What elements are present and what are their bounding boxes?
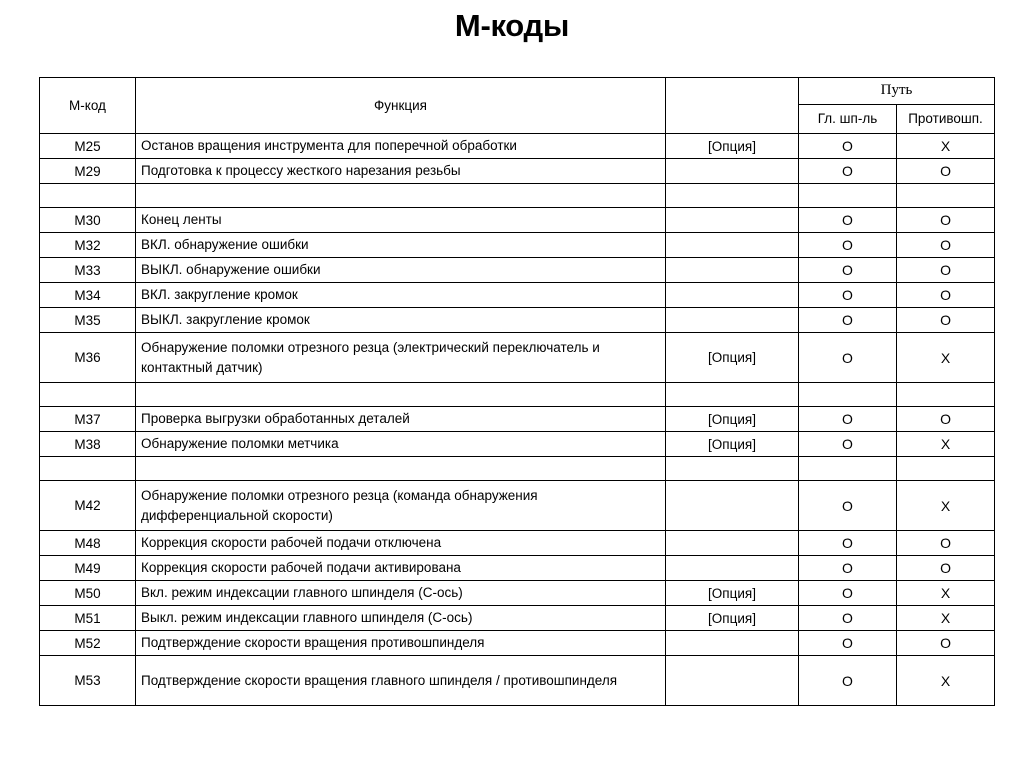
cell-main-spindle: O bbox=[799, 581, 897, 606]
cell-function: Обнаружение поломки отрезного резца (команда обнаружения дифференциальной скорости) bbox=[136, 481, 666, 531]
cell-sub-spindle: O bbox=[897, 308, 995, 333]
table-row bbox=[40, 233, 995, 258]
cell-function: Проверка выгрузки обработанных деталей bbox=[136, 407, 666, 432]
cell-main-spindle: O bbox=[799, 432, 897, 457]
cell-function: Обнаружение поломки отрезного резца (электрический переключатель и контактный датчик) bbox=[136, 333, 666, 383]
cell-sub-spindle: O bbox=[897, 208, 995, 233]
cell-mcode: M33 bbox=[40, 258, 136, 283]
cell-function: ВЫКЛ. закругление кромок bbox=[136, 308, 666, 333]
cell-function: Обнаружение поломки метчика bbox=[136, 432, 666, 457]
cell-function: Вкл. режим индексации главного шпинделя (C-ось) bbox=[136, 581, 666, 606]
cell-main-spindle: O bbox=[799, 606, 897, 631]
table-row bbox=[40, 208, 995, 233]
cell-main-spindle: O bbox=[799, 481, 897, 531]
column-header-path-group: Путь bbox=[799, 78, 995, 105]
cell-sub-spindle: X bbox=[897, 656, 995, 706]
cell-mcode: M36 bbox=[40, 333, 136, 383]
table-row bbox=[40, 134, 995, 159]
cell-function bbox=[136, 457, 666, 481]
cell-mcode: M35 bbox=[40, 308, 136, 333]
cell-main-spindle: O bbox=[799, 233, 897, 258]
cell-main-spindle bbox=[799, 383, 897, 407]
cell-mcode: M48 bbox=[40, 531, 136, 556]
cell-option bbox=[666, 481, 799, 531]
cell-main-spindle bbox=[799, 184, 897, 208]
table-row bbox=[40, 481, 995, 531]
cell-mcode bbox=[40, 457, 136, 481]
cell-mcode: M49 bbox=[40, 556, 136, 581]
table-row bbox=[40, 407, 995, 432]
column-header-main-spindle: Гл. шп-ль bbox=[799, 104, 897, 133]
mcode-table bbox=[39, 77, 995, 706]
cell-main-spindle: O bbox=[799, 556, 897, 581]
table-row bbox=[40, 581, 995, 606]
cell-sub-spindle: O bbox=[897, 556, 995, 581]
cell-option: [Опция] bbox=[666, 407, 799, 432]
cell-option bbox=[666, 556, 799, 581]
cell-option bbox=[666, 233, 799, 258]
table-row bbox=[40, 531, 995, 556]
cell-sub-spindle: O bbox=[897, 258, 995, 283]
cell-option bbox=[666, 159, 799, 184]
cell-sub-spindle: O bbox=[897, 233, 995, 258]
cell-option bbox=[666, 383, 799, 407]
cell-function: Выкл. режим индексации главного шпинделя (C-ось) bbox=[136, 606, 666, 631]
cell-mcode: M30 bbox=[40, 208, 136, 233]
cell-mcode: M34 bbox=[40, 283, 136, 308]
cell-mcode: M25 bbox=[40, 134, 136, 159]
cell-option bbox=[666, 656, 799, 706]
cell-sub-spindle bbox=[897, 184, 995, 208]
cell-main-spindle bbox=[799, 457, 897, 481]
cell-function: Подтверждение скорости вращения противошпинделя bbox=[136, 631, 666, 656]
page-title: М-коды bbox=[454, 8, 570, 43]
cell-main-spindle: O bbox=[799, 134, 897, 159]
cell-mcode bbox=[40, 383, 136, 407]
cell-option: [Опция] bbox=[666, 581, 799, 606]
cell-sub-spindle: X bbox=[897, 606, 995, 631]
cell-function: Останов вращения инструмента для поперечной обработки bbox=[136, 134, 666, 159]
cell-mcode: M29 bbox=[40, 159, 136, 184]
table-header-row-1 bbox=[40, 78, 995, 105]
cell-main-spindle: O bbox=[799, 333, 897, 383]
cell-sub-spindle: O bbox=[897, 407, 995, 432]
cell-option bbox=[666, 283, 799, 308]
cell-sub-spindle: O bbox=[897, 631, 995, 656]
cell-sub-spindle: X bbox=[897, 333, 995, 383]
cell-option: [Опция] bbox=[666, 606, 799, 631]
table-row bbox=[40, 258, 995, 283]
cell-mcode: M53 bbox=[40, 656, 136, 706]
cell-function: Конец ленты bbox=[136, 208, 666, 233]
cell-sub-spindle: O bbox=[897, 159, 995, 184]
table-row bbox=[40, 333, 995, 383]
cell-option bbox=[666, 258, 799, 283]
table-row bbox=[40, 606, 995, 631]
cell-function bbox=[136, 383, 666, 407]
cell-option bbox=[666, 631, 799, 656]
column-header-function: Функция bbox=[136, 78, 666, 134]
cell-option bbox=[666, 208, 799, 233]
cell-function: Коррекция скорости рабочей подачи активирована bbox=[136, 556, 666, 581]
table-row bbox=[40, 631, 995, 656]
cell-option bbox=[666, 184, 799, 208]
cell-sub-spindle: O bbox=[897, 283, 995, 308]
cell-function: Подтверждение скорости вращения главного шпинделя / противошпинделя bbox=[136, 656, 666, 706]
cell-option: [Опция] bbox=[666, 333, 799, 383]
cell-main-spindle: O bbox=[799, 631, 897, 656]
cell-main-spindle: O bbox=[799, 656, 897, 706]
table-spacer-row bbox=[40, 184, 995, 208]
table-row bbox=[40, 432, 995, 457]
table-row bbox=[40, 556, 995, 581]
cell-sub-spindle bbox=[897, 457, 995, 481]
table-row bbox=[40, 308, 995, 333]
cell-main-spindle: O bbox=[799, 258, 897, 283]
cell-function: ВКЛ. закругление кромок bbox=[136, 283, 666, 308]
cell-mcode bbox=[40, 184, 136, 208]
cell-sub-spindle: X bbox=[897, 134, 995, 159]
cell-option bbox=[666, 531, 799, 556]
cell-main-spindle: O bbox=[799, 407, 897, 432]
cell-mcode: M51 bbox=[40, 606, 136, 631]
table-row bbox=[40, 656, 995, 706]
cell-function: ВКЛ. обнаружение ошибки bbox=[136, 233, 666, 258]
table-spacer-row bbox=[40, 383, 995, 407]
cell-mcode: M42 bbox=[40, 481, 136, 531]
table-row bbox=[40, 283, 995, 308]
cell-function: ВЫКЛ. обнаружение ошибки bbox=[136, 258, 666, 283]
cell-option: [Опция] bbox=[666, 432, 799, 457]
cell-option: [Опция] bbox=[666, 134, 799, 159]
cell-main-spindle: O bbox=[799, 308, 897, 333]
cell-mcode: M38 bbox=[40, 432, 136, 457]
cell-sub-spindle: X bbox=[897, 481, 995, 531]
table-row bbox=[40, 159, 995, 184]
cell-sub-spindle: O bbox=[897, 531, 995, 556]
cell-function bbox=[136, 184, 666, 208]
column-header-option bbox=[666, 78, 799, 134]
table-spacer-row bbox=[40, 457, 995, 481]
column-header-sub-spindle: Противошп. bbox=[897, 104, 995, 133]
cell-mcode: M37 bbox=[40, 407, 136, 432]
column-header-mcode: М-код bbox=[40, 78, 136, 134]
cell-sub-spindle bbox=[897, 383, 995, 407]
cell-sub-spindle: X bbox=[897, 432, 995, 457]
cell-mcode: M50 bbox=[40, 581, 136, 606]
cell-main-spindle: O bbox=[799, 208, 897, 233]
cell-option bbox=[666, 308, 799, 333]
table-body bbox=[40, 134, 995, 706]
cell-option bbox=[666, 457, 799, 481]
cell-main-spindle: O bbox=[799, 531, 897, 556]
table-header bbox=[40, 78, 995, 134]
cell-function: Коррекция скорости рабочей подачи отключена bbox=[136, 531, 666, 556]
cell-main-spindle: O bbox=[799, 159, 897, 184]
cell-mcode: M52 bbox=[40, 631, 136, 656]
cell-main-spindle: O bbox=[799, 283, 897, 308]
cell-sub-spindle: X bbox=[897, 581, 995, 606]
cell-function: Подготовка к процессу жесткого нарезания резьбы bbox=[136, 159, 666, 184]
cell-mcode: M32 bbox=[40, 233, 136, 258]
